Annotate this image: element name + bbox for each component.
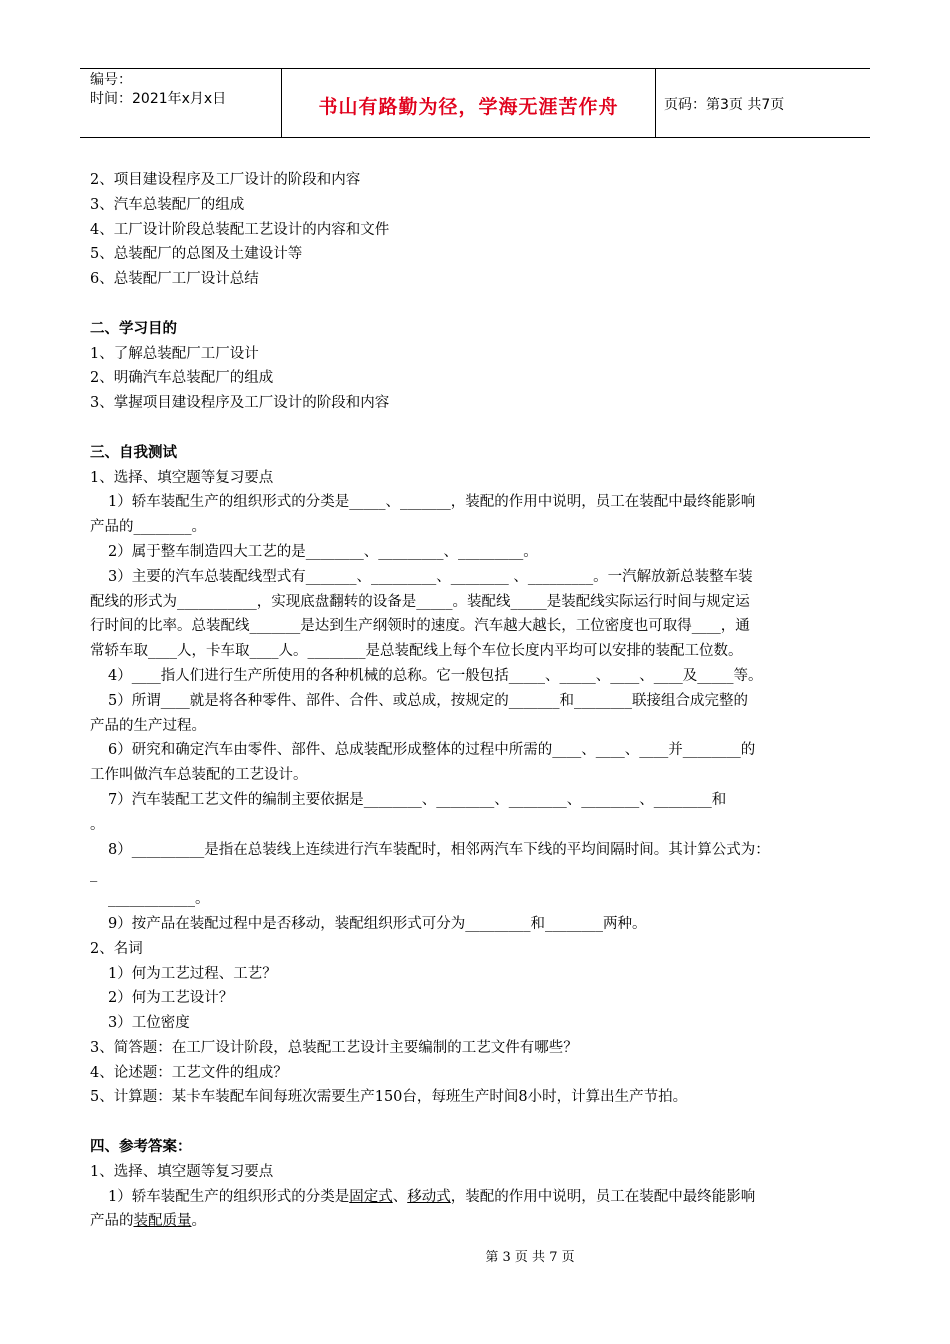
- answer-line: [90, 1209, 865, 1234]
- text-line: 2、项目建设程序及工厂设计的阶段和内容: [90, 172, 361, 188]
- section-heading: 三、自我测试: [90, 444, 177, 461]
- answer-text: ，装配的作用中说明，员工在装配中最终能影响: [450, 1188, 756, 1205]
- footer-page-number: 第 3 页 共 7 页: [485, 1250, 575, 1265]
- time-label: 时间：2021年x月x日: [90, 91, 227, 107]
- number-label: 编号：: [90, 72, 132, 88]
- text-line: 1）何为工艺过程、工艺？: [108, 965, 277, 982]
- text-line: 9）按产品在装配过程中是否移动，装配组织形式可分为_________和________两种。: [108, 915, 647, 932]
- text-line: 3、掌握项目建设程序及工厂设计的阶段和内容: [90, 395, 390, 412]
- blank-line: [90, 1110, 865, 1135]
- section-heading: 二、学习目的: [90, 320, 177, 337]
- page-label: 页码：第3页 共7页: [664, 97, 785, 113]
- text-line: 配线的形式为___________，实现底盘翻转的设备是_____。装配线_____是装配线实际运行时间与规定运: [90, 593, 750, 610]
- text-line: 4、工厂设计阶段总装配工艺设计的内容和文件: [90, 221, 390, 238]
- answer-text: 1）轿车装配生产的组织形式的分类是: [108, 1188, 350, 1205]
- section-heading: 四、参考答案：: [90, 1139, 192, 1156]
- text-line: 常轿车取____人，卡车取____人。________是总装配线上每个车位长度内平均可以安排的装配工位数。: [90, 643, 743, 660]
- text-line: 8）__________是指在总装线上连续进行汽车装配时，相邻两汽车下线的平均间隔时间。其计算公式为：: [108, 841, 770, 858]
- page-header: [80, 68, 870, 138]
- text-line: 7）汽车装配工艺文件的编制主要依据是________、________、________、________、________和: [108, 791, 727, 808]
- page-footer: [0, 1246, 950, 1265]
- text-line: 1）轿车装配生产的组织形式的分类是_____、_______，装配的作用中说明，员工在装配中最终能影响: [108, 494, 756, 511]
- motto-text: 书山有路勤为径，学海无涯苦作舟: [318, 95, 619, 118]
- header-motto-cell: [282, 69, 656, 137]
- answer-text: 。: [191, 1213, 206, 1230]
- answer-fill: 固定式: [349, 1188, 393, 1205]
- text-line: 4、论述题：工艺文件的组成？: [90, 1064, 288, 1081]
- text-line: 6、总装配厂工厂设计总结: [90, 271, 259, 288]
- header-left-cell: [80, 69, 282, 137]
- text-line: 1、选择、填空题等复习要点: [90, 469, 274, 486]
- text-line: 3）主要的汽车总装配线型式有_______、_________、________ 、_________。一汽解放新总装整车装: [108, 568, 753, 585]
- text-line: 5）所谓____就是将各种零件、部件、合件、或总成，按规定的_______和________联接组合成完整的: [108, 692, 748, 709]
- text-line: 3、汽车总装配厂的组成: [90, 196, 245, 213]
- text-line: 3）工位密度: [108, 1015, 190, 1032]
- text-line: 工作叫做汽车总装配的工艺设计。: [90, 767, 308, 784]
- text-line: 1、了解总装配厂工厂设计: [90, 345, 259, 362]
- text-line: 2）属于整车制造四大工艺的是________、_________、_________。: [108, 543, 538, 560]
- text-line: 4）____指人们进行生产所使用的各种机械的总称。它一般包括_____、_____、____、____及_____等。: [108, 667, 763, 684]
- answer-line: [90, 1185, 865, 1210]
- document-body: [90, 168, 865, 1234]
- text-line: 2、名词: [90, 940, 143, 957]
- answer-text: 产品的: [90, 1213, 134, 1230]
- text-line: 2、明确汽车总装配厂的组成: [90, 370, 274, 387]
- text-line: 3、简答题：在工厂设计阶段，总装配工艺设计主要编制的工艺文件有哪些？: [90, 1039, 578, 1056]
- answer-fill: 装配质量: [133, 1213, 192, 1230]
- text-line: 行时间的比率。总装配线_______是达到生产纲领时的速度。汽车越大越长，工位密度也可取得____，通: [90, 618, 750, 635]
- answer-fill: 移动式: [407, 1188, 451, 1205]
- text-line: 产品的生产过程。: [90, 717, 206, 734]
- blank-line: [90, 292, 865, 317]
- text-line: 5、计算题：某卡车装配车间每班次需要生产150台，每班生产时间8小时，计算出生产节拍。: [90, 1089, 688, 1106]
- text-line: 6）研究和确定汽车由零件、部件、总成装配形成整体的过程中所需的____、____、____并________的: [108, 742, 756, 759]
- header-page-cell: [656, 69, 870, 137]
- text-line: 2）何为工艺设计？: [108, 990, 234, 1007]
- answer-text: 、: [392, 1188, 408, 1205]
- text-line: _: [90, 866, 98, 883]
- text-line: 。: [90, 816, 105, 833]
- text-line: 1、选择、填空题等复习要点: [90, 1163, 274, 1180]
- text-line: 5、总装配厂的总图及土建设计等: [90, 246, 303, 263]
- blank-line: [90, 416, 865, 441]
- text-line: ____________。: [108, 891, 210, 908]
- text-line: 产品的________。: [90, 519, 206, 536]
